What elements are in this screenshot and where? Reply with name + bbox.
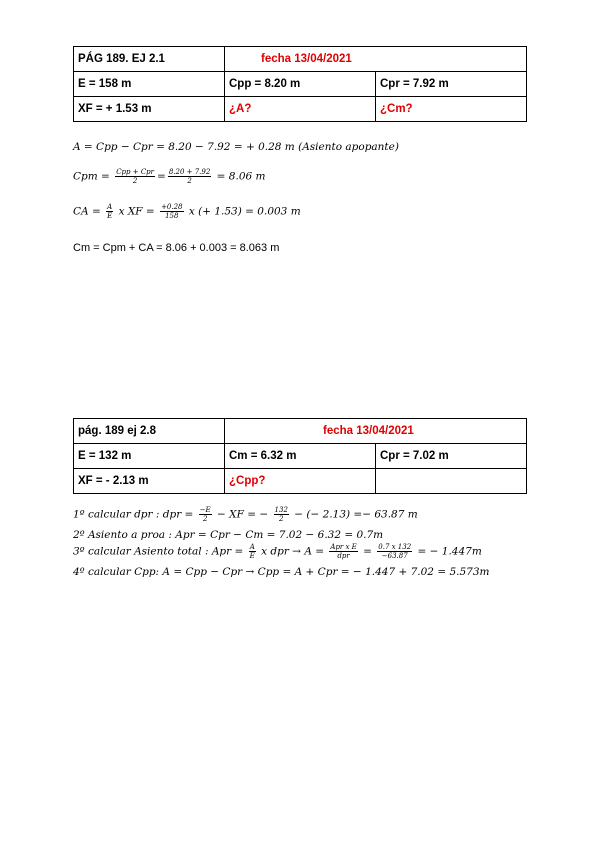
exercise1-line3	[73, 203, 301, 220]
ca-rhs: x (+ 1.53) = 0.003 m	[188, 205, 301, 218]
exercise2-line1	[73, 506, 418, 523]
step1-a: 1º calcular dpr : dpr =	[73, 508, 197, 521]
fraction	[199, 506, 212, 523]
fraction-num: Cpp + Cpr	[116, 168, 155, 176]
exercise1-unknown-A: ¿A?	[225, 97, 376, 122]
exercise1-date: fecha 13/04/2021	[225, 47, 527, 72]
cpm-rhs: = 8.06 m	[216, 170, 266, 183]
fraction-num: A	[107, 203, 113, 211]
fraction-den: 158	[165, 212, 179, 220]
fraction	[115, 168, 155, 185]
exercise2-line4: 4º calcular Cpp: A = Cpp − Cpr → Cpp = A + Cpr = − 1.447 + 7.02 = 5.573m	[73, 566, 490, 578]
exercise2-unknown-Cpp: ¿Cpp?	[225, 469, 376, 494]
exercise1-XF: XF = + 1.53 m	[74, 97, 225, 122]
exercise1-table	[73, 46, 527, 122]
fraction-den: 2	[278, 515, 284, 523]
fraction-den: dpr	[337, 552, 350, 560]
exercise2-title: pág. 189 ej 2.8	[74, 419, 225, 444]
exercise2-table	[73, 418, 527, 494]
exercise1-title: PÁG 189. EJ 2.1	[74, 47, 225, 72]
exercise2-line3	[73, 543, 482, 560]
fraction-den: 2	[132, 177, 138, 185]
exercise2-line2: 2º Asiento a proa : Apr = Cpr − Cm = 7.02 − 6.32 = 0.7m	[73, 529, 384, 541]
fraction-num: 132	[274, 506, 288, 514]
step3-b: x dpr → A =	[261, 545, 328, 558]
exercise1-line1: A = Cpp − Cpr = 8.20 − 7.92 = + 0.28 m (Asiento apopante)	[73, 141, 399, 153]
fraction-num: −E	[199, 506, 211, 514]
fraction-num: 0.7 x 132	[378, 543, 412, 551]
exercise2-XF: XF = - 2.13 m	[74, 469, 225, 494]
exercise1-unknown-Cm: ¿Cm?	[376, 97, 527, 122]
fraction	[106, 203, 113, 220]
exercise2-E: E = 132 m	[74, 444, 225, 469]
fraction-num: +0.28	[161, 203, 183, 211]
step1-b: − XF = −	[217, 508, 272, 521]
exercise2-date: fecha 13/04/2021	[225, 419, 527, 444]
fraction	[160, 203, 183, 220]
step1-c: − (− 2.13) =− 63.87 m	[294, 508, 418, 521]
fraction	[377, 543, 412, 560]
step3-d: = − 1.447m	[417, 545, 482, 558]
fraction-num: Apr x E	[330, 543, 357, 551]
exercise1-line2: Cpm = $\frac{\text{Cpp + Cpr}}{2}$ = $\frac{8.20 + 7.92}{2}$ = 8.06 m	[73, 168, 266, 185]
fraction	[249, 543, 256, 560]
ca-lhs: CA =	[73, 205, 105, 218]
fraction-den: −63.87	[381, 552, 408, 560]
exercise1-Cpp: Cpp = 8.20 m	[225, 72, 376, 97]
fraction-num: 8.20 + 7.92	[168, 168, 211, 176]
fraction-den: 2	[187, 177, 192, 185]
fraction	[168, 168, 212, 185]
exercise2-empty-cell	[376, 469, 527, 494]
fraction-den: E	[107, 212, 113, 220]
exercise1-Cpr: Cpr = 7.92 m	[376, 72, 527, 97]
fraction-num: A	[249, 543, 255, 551]
step3-a: 3º calcular Asiento total : Apr =	[73, 545, 247, 558]
fraction-den: E	[249, 552, 255, 560]
ca-mid: x XF =	[118, 205, 159, 218]
exercise2-Cm: Cm = 6.32 m	[225, 444, 376, 469]
fraction	[274, 506, 289, 523]
exercise2-Cpr: Cpr = 7.02 m	[376, 444, 527, 469]
cpm-lhs: Cpm =	[73, 170, 114, 183]
fraction-den: 2	[202, 515, 208, 523]
fraction	[329, 543, 357, 560]
exercise1-line4: Cm = Cpm + CA = 8.06 + 0.003 = 8.063 m	[73, 242, 280, 254]
exercise1-E: E = 158 m	[74, 72, 225, 97]
step3-c: =	[363, 545, 376, 558]
